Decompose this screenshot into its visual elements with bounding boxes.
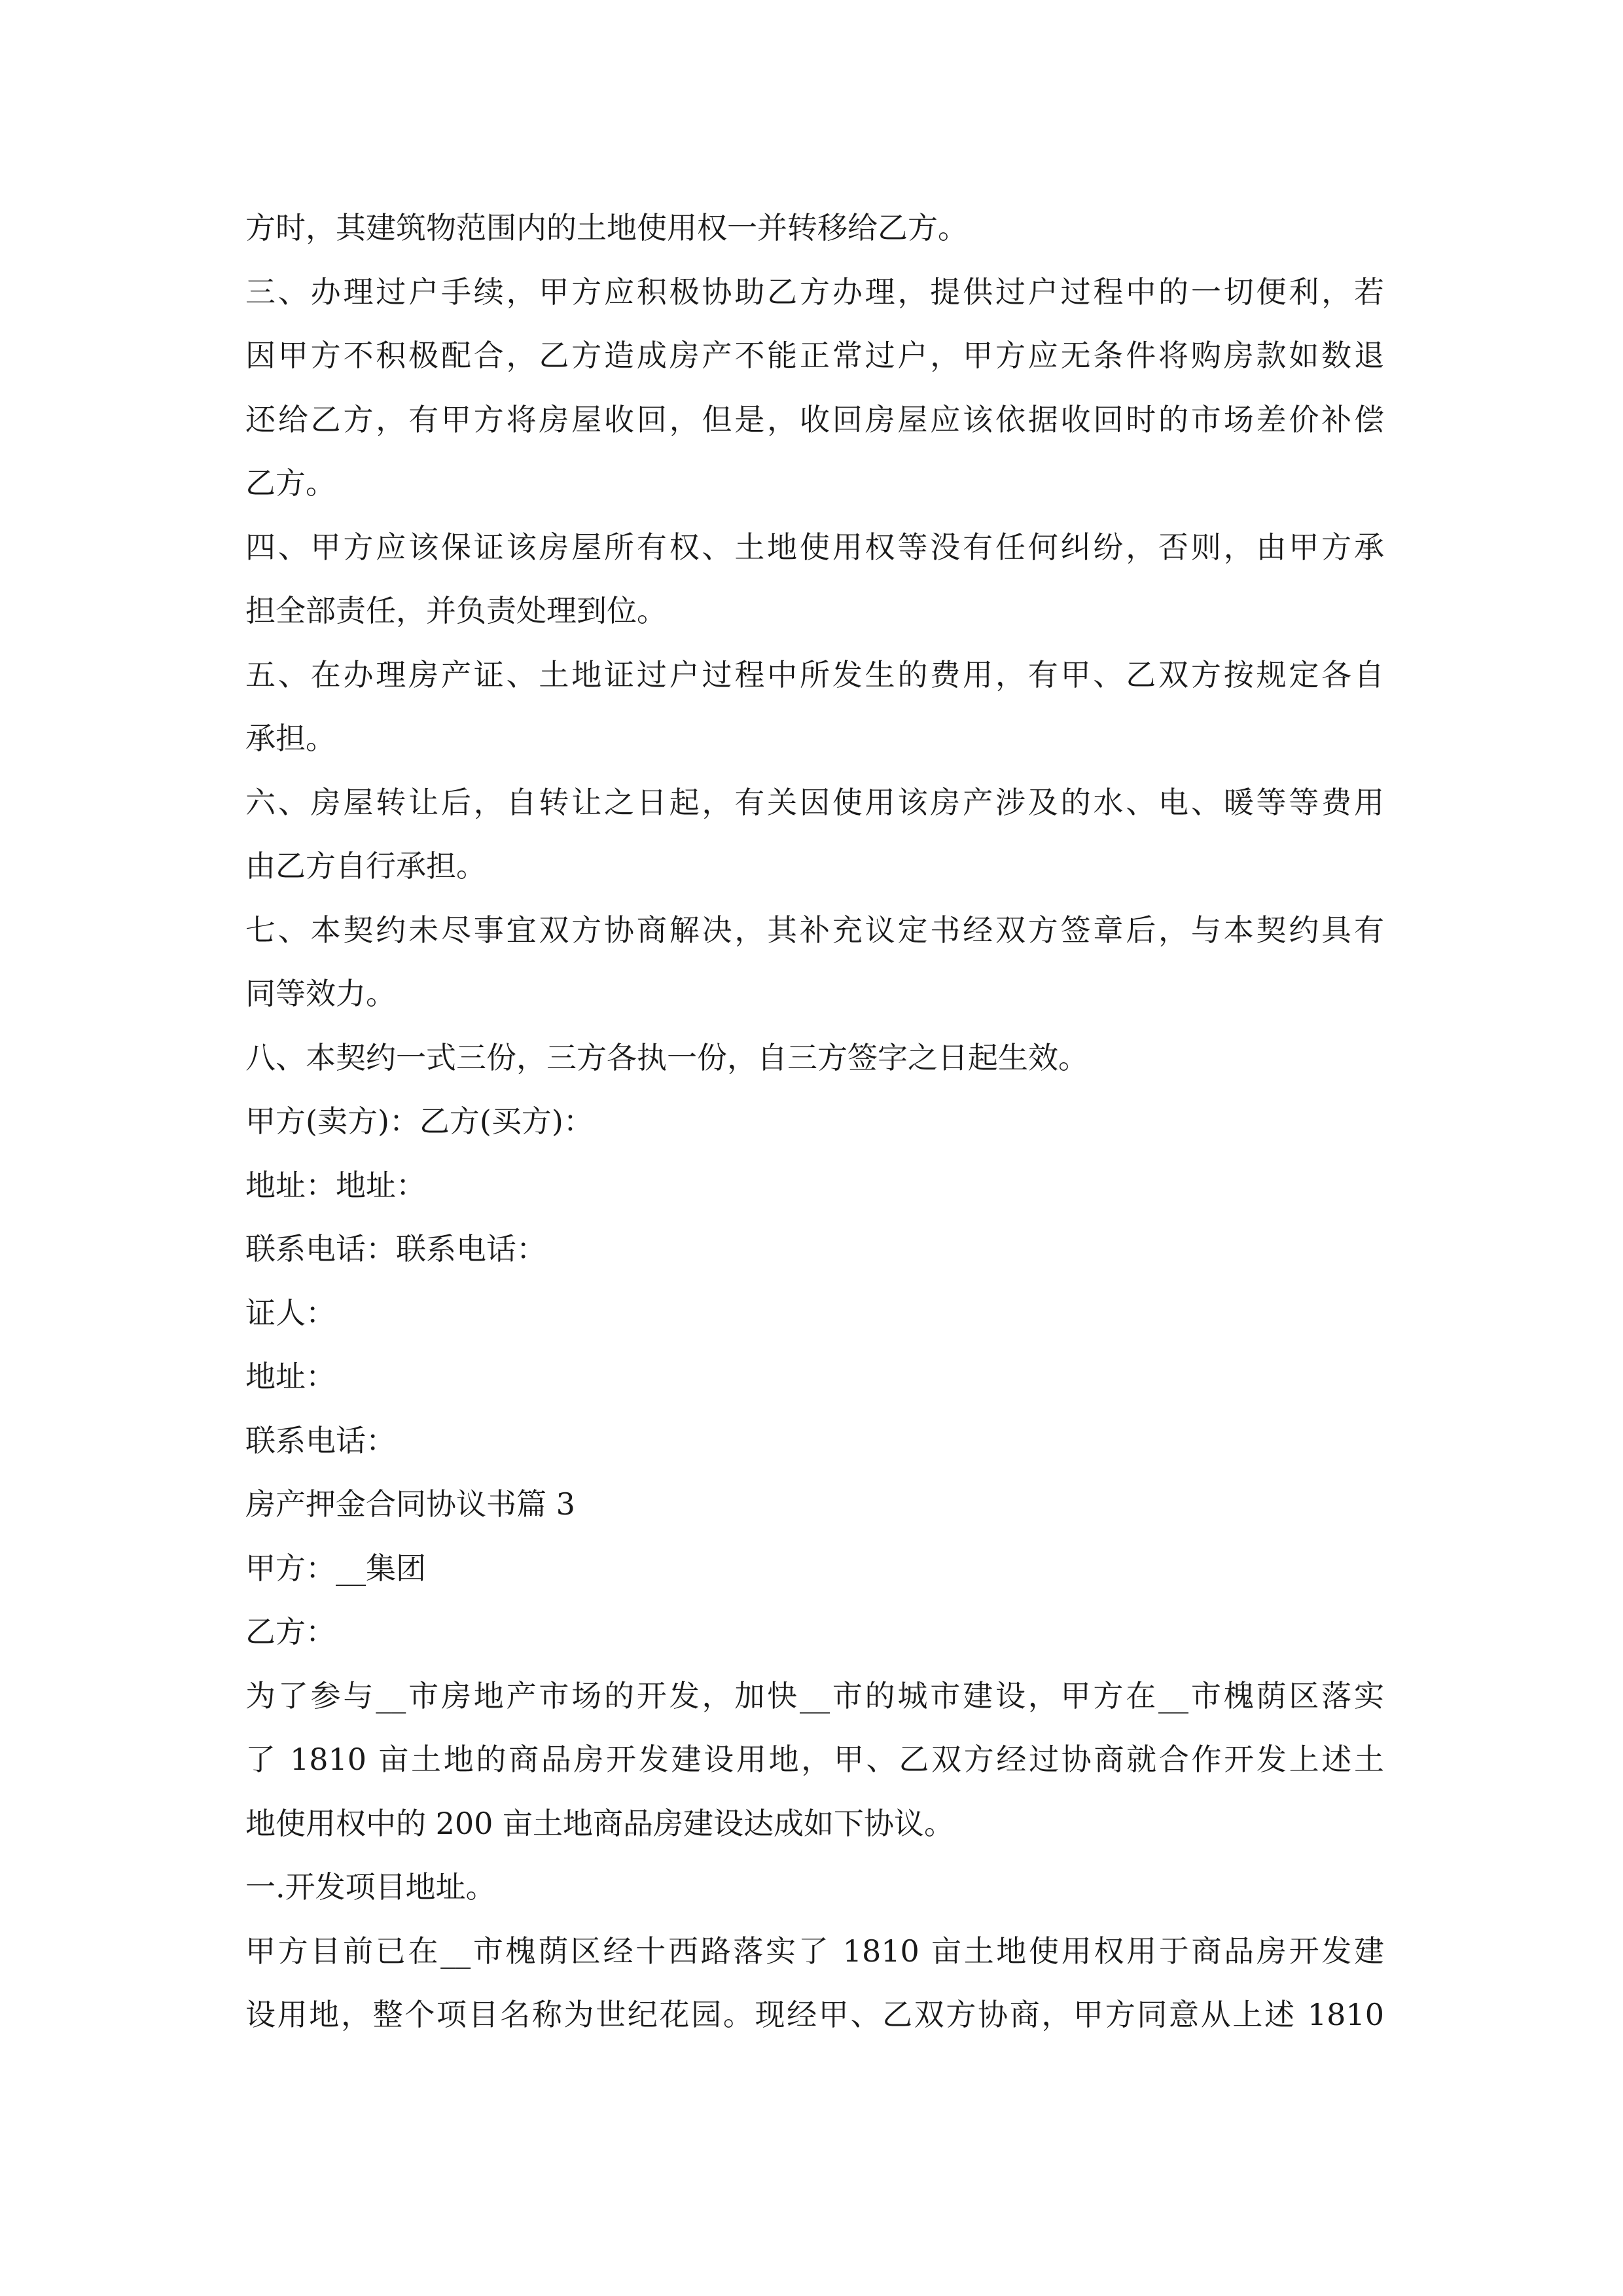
- text-line: 同等效力。: [245, 976, 396, 1011]
- text-line: 三、办理过户手续，甲方应积极协助乙方办理，提供过户过程中的一切便利，若: [245, 274, 1384, 310]
- text-line: 八、本契约一式三份，三方各执一份，自三方签字之日起生效。: [245, 1039, 1088, 1075]
- document-page: [245, 196, 1384, 2047]
- text-line: 联系电话：: [245, 1422, 396, 1458]
- text-line: 地使用权中的 200 亩土地商品房建设达成如下协议。: [245, 1805, 955, 1841]
- text-line: 担全部责任，并负责处理到位。: [245, 593, 667, 628]
- text-line: 因甲方不积极配合，乙方造成房产不能正常过户，甲方应无条件将购房款如数退: [245, 338, 1384, 373]
- text-line: 地址：: [245, 1359, 336, 1394]
- text-line: 乙方。: [245, 465, 336, 501]
- text-line: 承担。: [245, 721, 336, 756]
- text-line: 一.开发项目地址。: [245, 1869, 496, 1905]
- text-line: 由乙方自行承担。: [245, 848, 486, 884]
- text-line: 五、在办理房产证、土地证过户过程中所发生的费用，有甲、乙双方按规定各自: [245, 656, 1384, 692]
- text-line: 了 1810 亩土地的商品房开发建设用地，甲、乙双方经过协商就合作开发上述土: [245, 1742, 1384, 1777]
- text-line: 为了参与__市房地产市场的开发，加快__市的城市建设，甲方在__市槐荫区落实: [245, 1677, 1384, 1713]
- text-line: 联系电话：联系电话：: [245, 1231, 546, 1266]
- text-line: 地址：地址：: [245, 1167, 426, 1203]
- text-line: 房产押金合同协议书篇 3: [245, 1486, 575, 1522]
- text-line: 乙方：: [245, 1614, 336, 1649]
- text-line: 方时，其建筑物范围内的土地使用权一并转移给乙方。: [245, 210, 968, 245]
- text-line: 六、房屋转让后，自转让之日起，有关因使用该房产涉及的水、电、暖等等费用: [245, 784, 1384, 820]
- text-line: 设用地，整个项目名称为世纪花园。现经甲、乙双方协商，甲方同意从上述 1810: [245, 1997, 1384, 2032]
- text-line: 七、本契约未尽事宜双方协商解决，其补充议定书经双方签章后，与本契约具有: [245, 912, 1384, 948]
- text-line: 甲方目前已在__市槐荫区经十西路落实了 1810 亩土地使用权用于商品房开发建: [245, 1933, 1384, 1969]
- text-line: 甲方：__集团: [245, 1550, 426, 1586]
- text-line: 还给乙方，有甲方将房屋收回，但是，收回房屋应该依据收回时的市场差价补偿: [245, 401, 1384, 437]
- text-line: 四、甲方应该保证该房屋所有权、土地使用权等没有任何纠纷，否则，由甲方承: [245, 529, 1384, 565]
- text-line: 证人：: [245, 1295, 336, 1331]
- text-line: 甲方(卖方)：乙方(买方)：: [245, 1103, 594, 1139]
